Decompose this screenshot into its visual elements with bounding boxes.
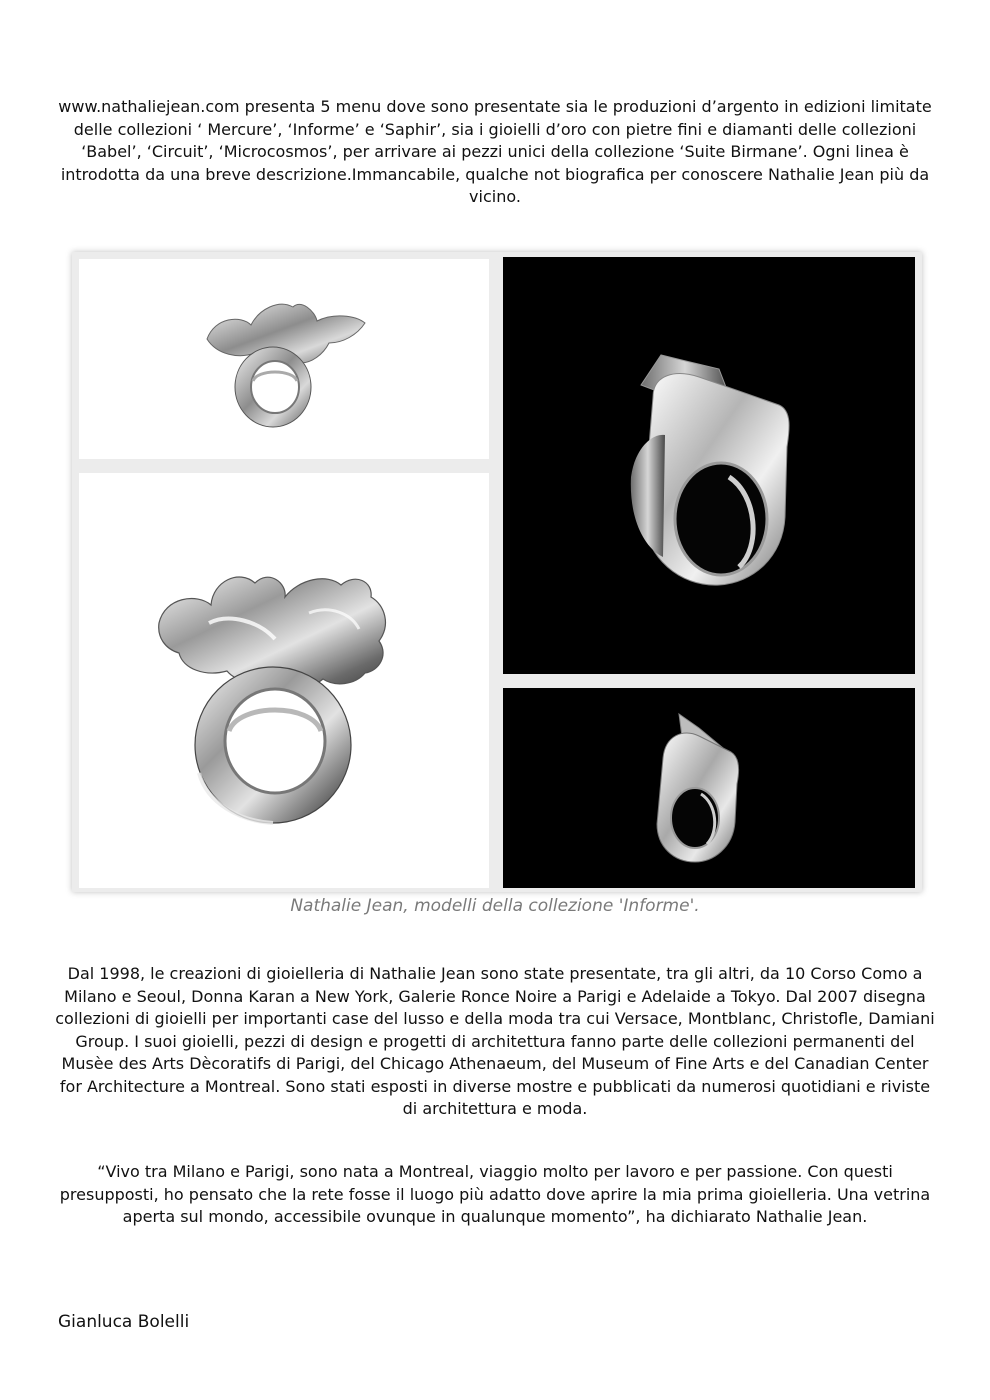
- author-name: Gianluca Bolelli: [58, 1312, 190, 1332]
- intro-paragraph: www.nathaliejean.com presenta 5 menu dove sono presentate sia le produzioni d’argento in edizioni limitate delle collezioni ‘ Mercure’, ‘Informe’ e ‘Saphir’, sia i gioielli d’oro con pietre fini e diamanti delle collezioni ‘Babel’, ‘Circuit’, ‘Microcosmos’, per arrivare ai pezzi unici della collezione ‘Suite Birmane’. Ogni linea è introdotta da una breve descrizione.Immancabile, qualche not biografica per conoscere Nathalie Jean più da vicino.: [58, 97, 932, 206]
- ring-photo-small-white: [79, 259, 489, 459]
- ring-photo-small-black: [503, 688, 915, 888]
- bio-paragraph: Dal 1998, le creazioni di gioielleria di Nathalie Jean sono state presentate, tra gli altri, da 10 Corso Como a Milano e Seoul, Donna Karan a New York, Galerie Ronce Noire a Parigi e Adelaide a Tokyo. Dal 2007 disegna collezioni di gioielli per importanti case del lusso e della moda tra cui Versace, Montblanc, Christofle, Damiani Group. I suoi gioielli, pezzi di design e progetti di architettura fanno parte delle collezioni permanenti del Musèe des Arts Dècoratifs di Parigi, del Chicago Athenaeum, del Museum of Fine Arts e del Canadian Center for Architecture a Montreal. Sono stati esposti in diverse mostre e pubblicati da numerosi quotidiani e riviste di architettura e moda.: [55, 964, 935, 1118]
- quote-paragraph: “Vivo tra Milano e Parigi, sono nata a Montreal, viaggio molto per lavoro e per passione. Con questi presupposti, ho pensato che la rete fosse il luogo più adatto dove aprire la mia prima gioielleria. Una vetrina aperta sul mondo, accessibile ovunque in qualunque momento”, ha dichiarato Nathalie Jean.: [59, 1162, 931, 1226]
- gallery-caption: Nathalie Jean, modelli della collezione 'Informe'.: [290, 896, 700, 916]
- ring-photo-large-black: [503, 257, 915, 674]
- ring-photo-large-white: [79, 473, 489, 888]
- ring-photo-gallery: [72, 252, 922, 892]
